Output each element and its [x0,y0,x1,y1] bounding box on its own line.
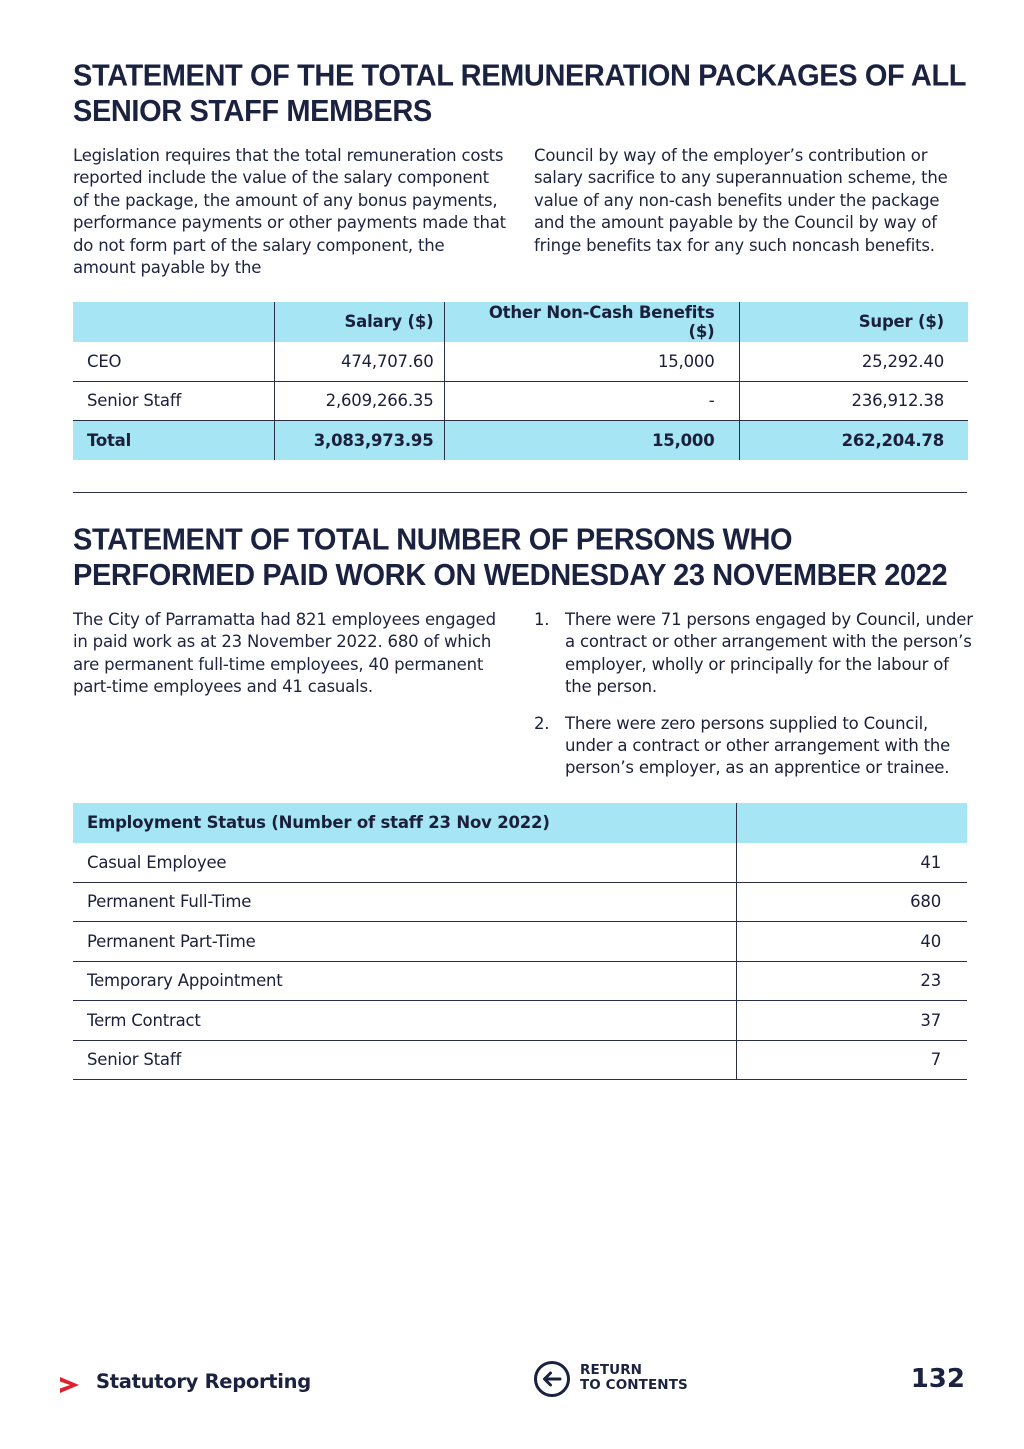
status-label: Permanent Part-Time [73,922,736,962]
super-cell: 25,292.40 [739,342,968,382]
remuneration-intro-left: Legislation requires that the total remuneration costs reported include the value of the salary component of the package, the amount of any bonus payments, performance payments or other payments made that do not form part of the salary component, the amount payable by the [73,146,506,278]
table-row [73,342,968,382]
employment-count-header [736,803,967,843]
status-count: 7 [736,1040,967,1080]
row-label: Senior Staff [73,381,274,421]
status-count: 680 [736,882,967,922]
list-item-number: 2. [534,713,550,733]
status-label: Temporary Appointment [73,961,736,1001]
status-label: Term Contract [73,1001,736,1041]
salary-cell: 474,707.60 [274,342,444,382]
list-item-text: There were 71 persons engaged by Council, under a contract or other arrangement with the person’s employer, wholly or principally for the labour of the person. [565,610,973,697]
table-row [73,843,967,883]
remuneration-intro-right: Council by way of the employer’s contribution or salary sacrifice to any superannuation scheme, the value of any non-cash benefits under the package and the amount payable by the Council by way of fringe benefits tax for any such noncash benefits. [534,146,948,255]
remuneration-section-title: STATEMENT OF THE TOTAL REMUNERATION PACKAGES OF ALL SENIOR STAFF MEMBERS [73,59,966,129]
row-label: CEO [73,342,274,382]
status-count: 37 [736,1001,967,1041]
status-count: 41 [736,843,967,883]
status-label: Senior Staff [73,1040,736,1080]
employment-status-header: Employment Status (Number of staff 23 Nov 2022) [73,803,736,843]
table-row [73,961,967,1001]
remuneration-table [73,302,968,460]
non-cash-cell: - [444,381,739,421]
table-header-row [73,803,967,843]
table-total-row [73,421,968,461]
arrow-left-circle-icon [533,1360,571,1398]
return-to-contents-link[interactable] [533,1360,693,1400]
table-row [73,922,967,962]
super-cell: 236,912.38 [739,381,968,421]
return-to-contents-label [580,1363,688,1393]
section-divider [73,492,967,493]
column-header-salary: Salary ($) [274,302,444,342]
column-header-non-cash: Other Non-Cash Benefits ($) [444,302,739,342]
paid-work-section-title: STATEMENT OF TOTAL NUMBER OF PERSONS WHO PERFORMED PAID WORK ON WEDNESDAY 23 NOVEMBER 2022 [73,523,948,593]
employment-status-table [73,803,967,1080]
list-item-text: There were zero persons supplied to Council, under a contract or other arrangement with the person’s employer, as an apprentice or trainee. [565,713,951,778]
paid-work-list [534,609,974,794]
chevron-right-icon [58,1375,82,1395]
column-header-super: Super ($) [739,302,968,342]
table-row [73,882,967,922]
total-non-cash: 15,000 [444,421,739,461]
non-cash-cell: 15,000 [444,342,739,382]
total-salary: 3,083,973.95 [274,421,444,461]
list-item-number: 1. [534,610,550,629]
table-header-row [73,302,968,342]
salary-cell: 2,609,266.35 [274,381,444,421]
status-count: 40 [736,922,967,962]
paid-work-intro: The City of Parramatta had 821 employees engaged in paid work as at 23 November 2022. 680 of which are permanent full-time employees, 40 permanent part-time employees and 41 casuals. [73,610,496,697]
page-number: 132 [910,1364,965,1394]
return-line-1: RETURN [580,1362,643,1378]
table-row [73,1001,967,1041]
table-row [73,1040,967,1080]
status-label: Casual Employee [73,843,736,883]
return-line-2: TO CONTENTS [580,1377,688,1393]
list-item [534,609,974,699]
footer-section-name: Statutory Reporting [96,1370,311,1393]
total-super: 262,204.78 [739,421,968,461]
list-item [534,713,974,780]
table-row [73,381,968,421]
status-count: 23 [736,961,967,1001]
status-label: Permanent Full-Time [73,882,736,922]
column-header [73,302,274,342]
total-label: Total [73,421,274,461]
